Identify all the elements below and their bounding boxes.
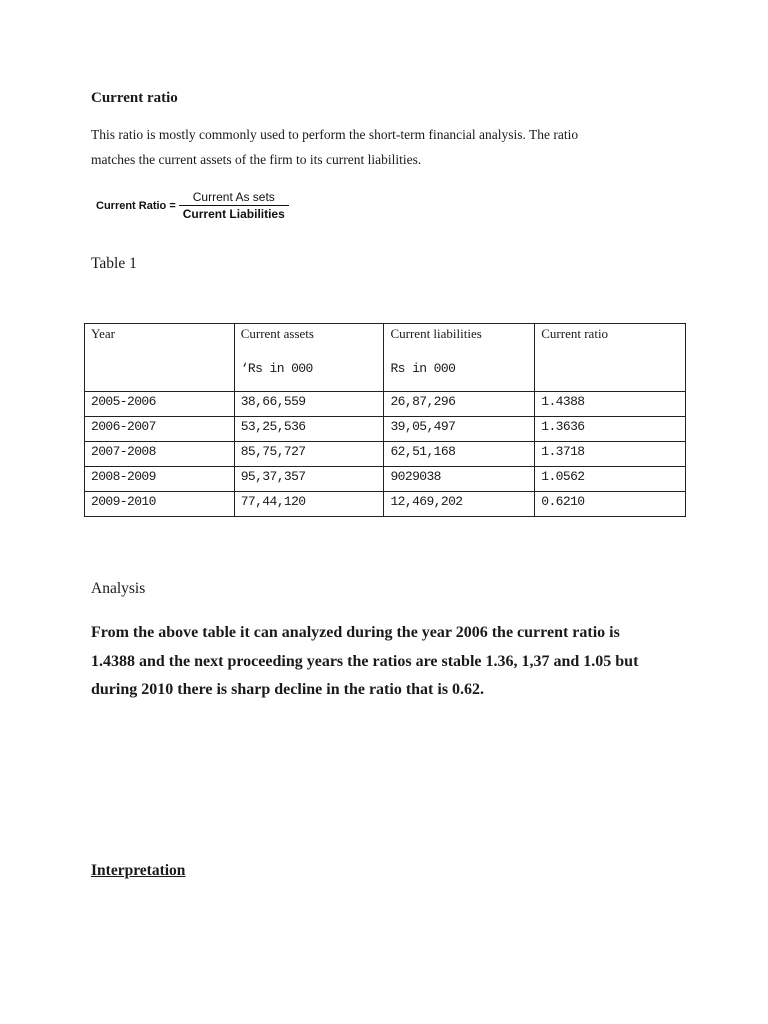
cell-year: 2007-2008 bbox=[85, 442, 235, 467]
cell-current-assets: 95,37,357 bbox=[234, 467, 384, 492]
cell-current-ratio: 1.3718 bbox=[535, 442, 686, 467]
analysis-line: From the above table it can analyzed during the year 2006 the current ratio is bbox=[91, 624, 620, 641]
current-ratio-formula bbox=[96, 190, 289, 221]
header-cell-current-ratio bbox=[535, 324, 686, 392]
header-unit: Rs in 000 bbox=[390, 361, 456, 376]
intro-paragraph bbox=[91, 122, 681, 172]
formula-fraction bbox=[179, 190, 289, 221]
cell-year: 2005-2006 bbox=[85, 392, 235, 417]
cell-current-liabilities: 26,87,296 bbox=[384, 392, 535, 417]
cell-current-liabilities: 62,51,168 bbox=[384, 442, 535, 467]
header-label: Current ratio bbox=[541, 326, 609, 341]
formula-numerator: Current As sets bbox=[192, 190, 275, 204]
current-ratio-heading: Current ratio bbox=[91, 90, 178, 106]
cell-year: 2009-2010 bbox=[85, 492, 235, 517]
header-cell-current-assets bbox=[234, 324, 384, 392]
cell-current-liabilities: 12,469,202 bbox=[384, 492, 535, 517]
cell-current-ratio: 1.4388 bbox=[535, 392, 686, 417]
cell-current-assets: 38,66,559 bbox=[234, 392, 384, 417]
analysis-heading: Analysis bbox=[91, 580, 146, 597]
cell-year: 2006-2007 bbox=[85, 417, 235, 442]
analysis-line: during 2010 there is sharp decline in the ratio that is 0.62. bbox=[91, 681, 485, 698]
header-label: Year bbox=[91, 326, 115, 341]
cell-current-ratio: 1.3636 bbox=[535, 417, 686, 442]
header-label: Current liabilities bbox=[390, 326, 482, 341]
cell-current-assets: 77,44,120 bbox=[234, 492, 384, 517]
table-header-row bbox=[85, 324, 686, 392]
cell-current-liabilities: 39,05,497 bbox=[384, 417, 535, 442]
current-ratio-table bbox=[84, 323, 686, 517]
cell-year: 2008-2009 bbox=[85, 467, 235, 492]
header-unit: ‘Rs in 000 bbox=[240, 361, 313, 376]
analysis-paragraph bbox=[91, 619, 691, 705]
cell-current-assets: 85,75,727 bbox=[234, 442, 384, 467]
cell-current-liabilities: 9029038 bbox=[384, 467, 535, 492]
cell-current-ratio: 0.6210 bbox=[535, 492, 686, 517]
header-cell-current-liabilities bbox=[384, 324, 535, 392]
table-row bbox=[85, 492, 686, 517]
table-row bbox=[85, 417, 686, 442]
table-row bbox=[85, 467, 686, 492]
formula-denominator: Current Liabilities bbox=[182, 207, 285, 221]
table-caption: Table 1 bbox=[91, 255, 137, 272]
table-row bbox=[85, 392, 686, 417]
header-label: Current assets bbox=[240, 326, 314, 341]
table-row bbox=[85, 442, 686, 467]
formula-lhs: Current Ratio = bbox=[96, 199, 176, 212]
intro-line-2: matches the current assets of the firm to its current liabilities. bbox=[91, 152, 422, 167]
cell-current-assets: 53,25,536 bbox=[234, 417, 384, 442]
cell-current-ratio: 1.0562 bbox=[535, 467, 686, 492]
analysis-line: 1.4388 and the next proceeding years the ratios are stable 1.36, 1,37 and 1.05 but bbox=[91, 652, 639, 670]
intro-line-1: This ratio is mostly commonly used to perform the short-term financial analysis. The ratio bbox=[91, 127, 579, 142]
interpretation-heading: Interpretation bbox=[91, 862, 186, 879]
header-cell-year bbox=[85, 324, 235, 392]
